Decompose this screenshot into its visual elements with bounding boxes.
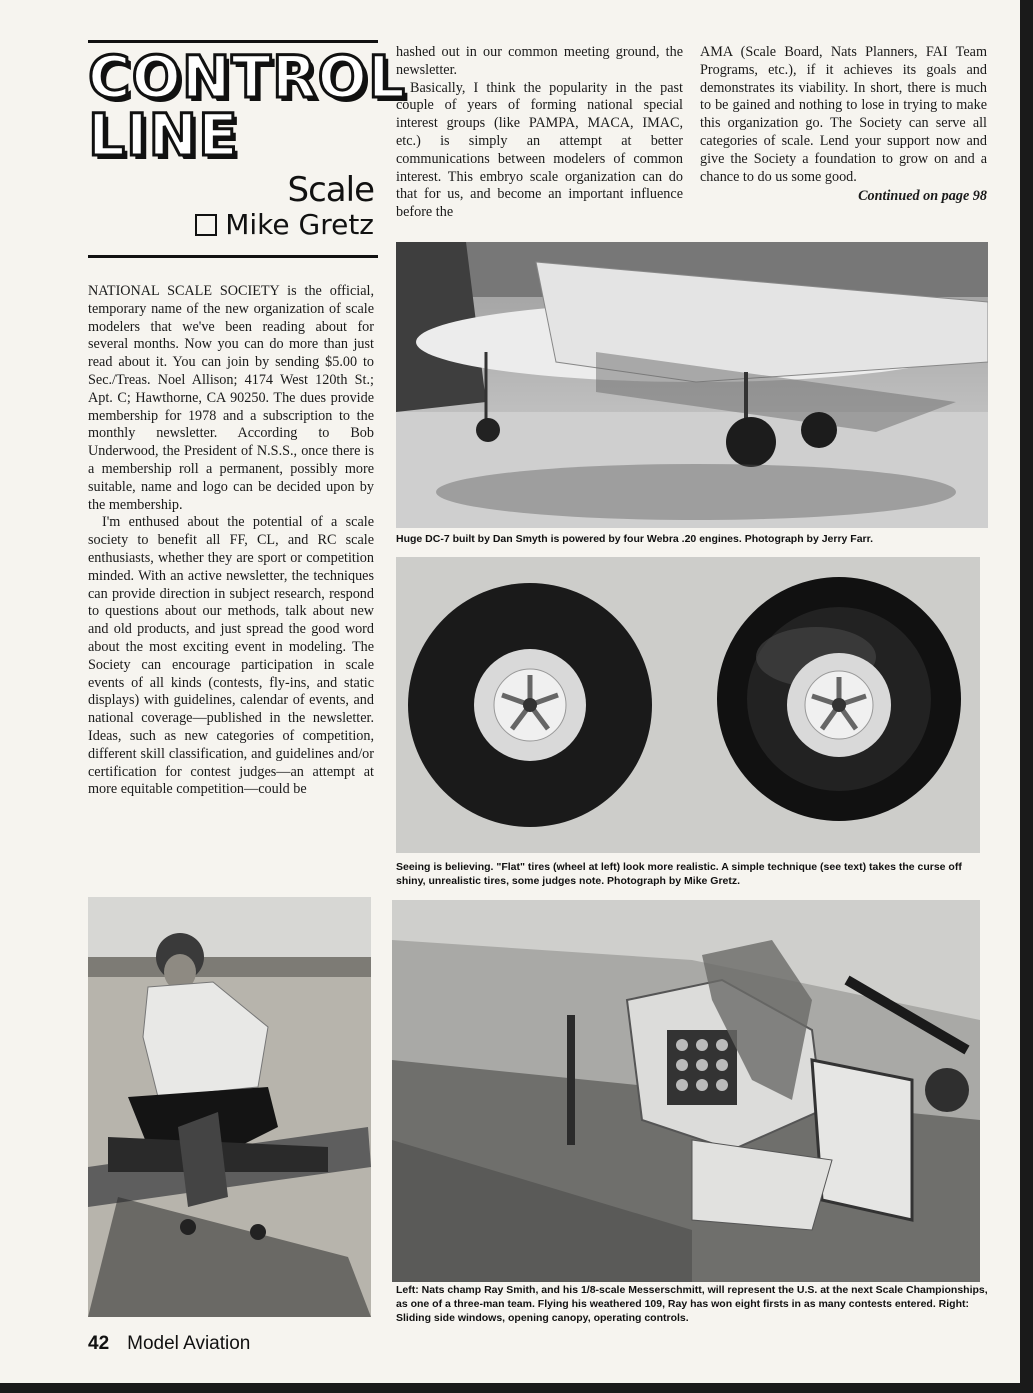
dc7-caption: Huge DC-7 built by Dan Smyth is powered by four Webra .20 engines. Photograph by Jerry Farr. xyxy=(396,533,874,545)
page-footer xyxy=(88,1333,250,1355)
paragraph: NATIONAL SCALE SOCIETY is the official, temporary name of the new organization of scale modelers that we've been reading about for several months. Now you can do more than just read about it. You can join by sending $5.00 to Sec./Treas. Noel Allison; 4174 West 120th St.; Apt. C; Hawthorne, CA 90250. The dues provide membership for 1978 and a subscription to the monthly newsletter. According to Bob Underwood, the President of N.S.S., once there is a membership roll a permanent, possibly more suitable, name and logo can be decided upon by the membership. xyxy=(88,283,374,513)
messerschmitt-caption: Left: Nats champ Ray Smith, and his 1/8-scale Messerschmitt, will represent the U.S. at the next Scale Championships, as one of a three-man team. Flying his weathered 109, Ray has won eight firsts in as many contests entered. Right: Sliding side windows, opening canopy, operating controls. xyxy=(396,1284,988,1324)
article-column-1 xyxy=(88,283,374,799)
page-number: 42 xyxy=(88,1333,110,1354)
byline xyxy=(195,208,374,241)
article-column-3 xyxy=(700,44,987,206)
title-line-1: CONTROL xyxy=(88,43,406,111)
article-column-2 xyxy=(396,44,683,222)
paragraph: AMA (Scale Board, Nats Planners, FAI Team Programs, etc.), if it achieves its goals and demonstrates its viability. In short, there is much to be gained and nothing to lose in trying to make this organization go. The Society can serve all categories of scale. Lend your support now and give the Society a foundation to grow on and a chance to do us some good. xyxy=(700,44,987,185)
column-subtitle: Scale xyxy=(287,170,374,210)
tires-caption: Seeing is believing. "Flat" tires (wheel at left) look more realistic. A simple technique (see text) takes the curse off shiny, unrealistic tires, some judges note. Photograph by Mike Gretz. xyxy=(396,861,962,887)
paragraph: I'm enthused about the potential of a scale society to benefit all FF, CL, and RC scale enthusiasts, whether they are sport or competition minded. With an active newsletter, the techniques can provide direction in subject research, respond to questions about our methods, talk about new and old products, and just spread the good word about the most exciting event in modeling. The Society can encourage participation in scale events of all kinds (contests, fly-ins, and static displays) with guidelines, calendar of events, and national coverage—published in the newsletter. Ideas, such as new categories of competition, different skill classification, and guidelines and/or certification for contest judges—an attempt at more equitable competition—could be xyxy=(88,514,374,798)
paragraph: hashed out in our common meeting ground, the newsletter. xyxy=(396,44,683,78)
author-name: Mike Gretz xyxy=(225,208,374,241)
cockpit-photo xyxy=(392,900,980,1282)
magazine-name: Model Aviation xyxy=(127,1333,251,1354)
dc7-photo xyxy=(396,242,988,528)
tires-photo xyxy=(396,557,980,853)
box-bullet-icon xyxy=(195,214,217,236)
column-title xyxy=(88,43,406,169)
header-bottom-rule xyxy=(88,255,378,258)
title-line-2: LINE xyxy=(88,101,239,169)
paragraph: Basically, I think the popularity in the past couple of years of forming national special interest groups (like PAMPA, MACA, IMAC, etc.) is simply an attempt at better communications between modelers of common interest. This embryo scale organization can do that for us, and become an important influence before the xyxy=(396,79,683,221)
ray-smith-photo xyxy=(88,897,371,1317)
continued-note: Continued on page 98 xyxy=(858,188,987,205)
